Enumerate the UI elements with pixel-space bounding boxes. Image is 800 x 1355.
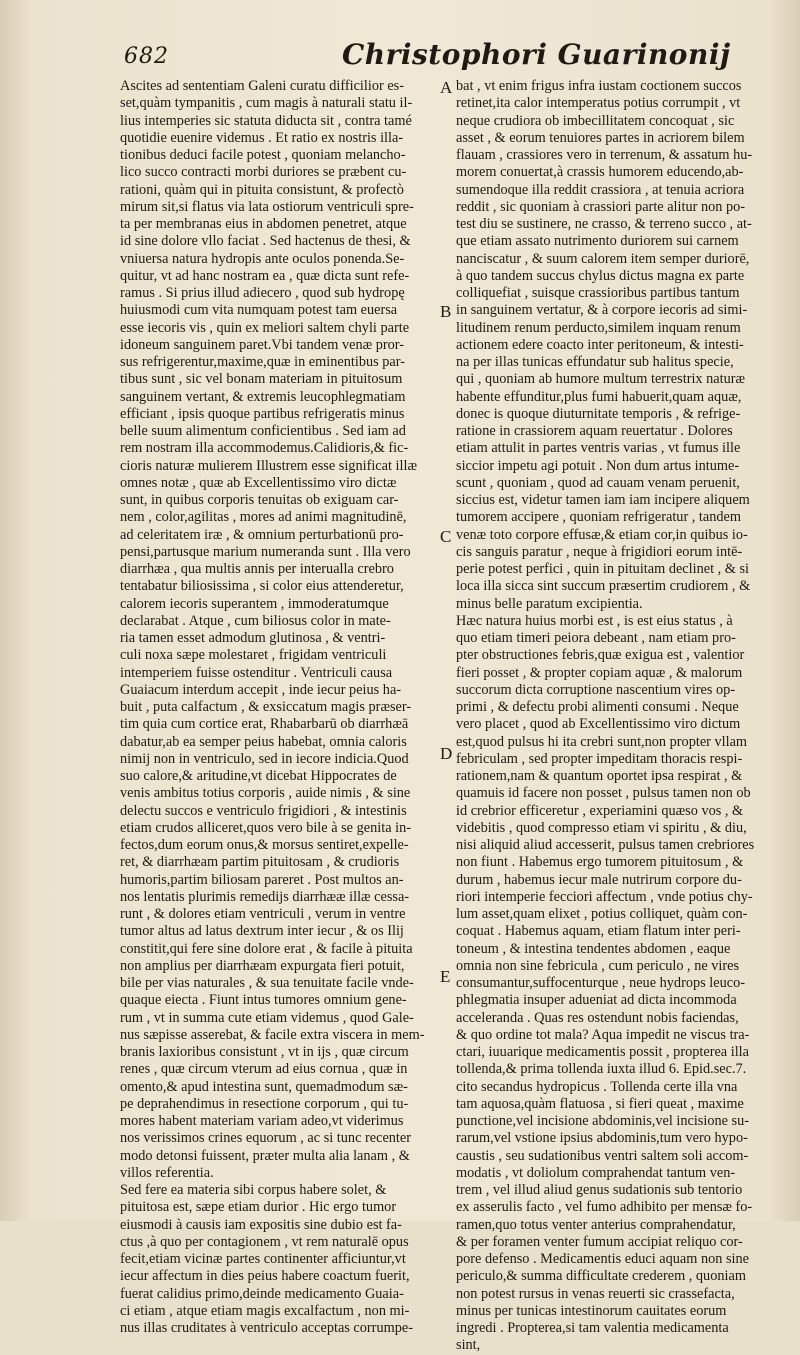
left-column-line: eiusmodi à causis iam expositis sine dubio est fa- — [120, 1216, 402, 1233]
left-column-line: rationi, quàm qui in pituita consistunt, & profectò — [120, 181, 404, 198]
left-column-line: nos verissimos crines equorum , ac si tunc recenter — [120, 1130, 412, 1147]
left-column-line: ret, & diarrhæam partim pituitosam , & crudioris — [120, 854, 400, 871]
left-column-line: iecur affectum in dies peius habere coactum fuerit, — [120, 1268, 410, 1285]
left-column-line: ad celeritatem iræ , & omnium perturbationū pro- — [120, 526, 404, 543]
left-column-line: Guaiacum interdum accepit , inde iecur peius ha- — [120, 681, 402, 698]
left-column-line: nos lentatis plurimis remedijs diarrhææ illæ cessa- — [120, 888, 410, 905]
right-column-line: vero placet , quod ab Excellentissimo viro dictum — [456, 716, 741, 733]
running-head: Christophori Guarinonij — [342, 38, 731, 71]
left-column-line: fecit,etiam vicinæ partes continenter afficiuntur,vt — [120, 1251, 406, 1267]
left-text-column — [120, 78, 436, 1337]
right-column-line: ratione in crassiorem aquam reuertatur . Dolores — [456, 423, 733, 439]
left-column-line: calorem iecoris superantem , immoderatumque — [120, 595, 389, 612]
right-column-line: coquat . Habemus aquam, etiam flatum inter peri- — [456, 923, 741, 940]
right-column-line: caustis , seu sudationibus ventri saltem soli accom- — [456, 1147, 749, 1164]
right-column-line: neque crudiora ob imbecillitatem concoquat , sic — [456, 112, 735, 129]
left-column-line: nem , color,agilitas , mores ad animi magnitudinē, — [120, 509, 407, 526]
right-column-line: quo etiam timeri peiora debeant , nam etiam pro- — [456, 630, 736, 646]
left-column-line: runt , & dolores etiam ventriculi , verum in ventre — [120, 906, 406, 922]
right-text-column — [456, 78, 788, 1355]
left-column-line: mores habent materiam variam adeo,vt viderimus — [120, 1113, 404, 1129]
right-column-line: videbitis , quod compresso etiam vi spiritu , & diu, — [456, 819, 747, 836]
right-column-line: ctari, iuuarique medicamentis possit , propterea illa — [456, 1044, 749, 1060]
left-column-line: rem nostram illa accommodemus.Calidioris,& fic- — [120, 440, 409, 457]
right-column-line: Hæc natura huius morbi est , is est eius status , à — [456, 612, 733, 629]
left-column-line: rum , vt in summa cute etiam videmus , quod Gale- — [120, 1009, 414, 1026]
right-column-line: non fiunt . Habemus ergo tumorem pituitosum , & — [456, 854, 744, 871]
right-column-line: reddit , sic quoniam à crassiori parte alitur non po- — [456, 198, 746, 215]
left-column-line: quotidie euenire videmus . Et ratio ex nostris illa- — [120, 129, 404, 146]
left-column-line: vniuersa natura hydropis ante oculos ponenda.Se- — [120, 250, 405, 267]
left-column-line: Ascites ad sententiam Galeni curatu difficilior es- — [120, 78, 404, 94]
right-column-line: morem conuertat,à crassis humorem educendo,ab- — [456, 164, 744, 181]
right-column-line: durum , habemus iecur male nutrirum corpore du- — [456, 871, 742, 888]
left-column-line: set,quàm tympanitis , cum magis à naturali statu il- — [120, 95, 413, 112]
left-column-line: nus illas cruditates à ventriculo acceptas corrumpe- — [120, 1320, 413, 1336]
right-column-line: tam aquosa,quàm flatuosa , si fieri queat , maxime — [456, 1095, 744, 1112]
left-column-line: huiusmodi cum vita numquam potest tam euersa — [120, 302, 398, 319]
left-column-line: tumor altus ad latus dextrum inter iecur , & os Ilij — [120, 923, 404, 940]
right-column-line: est,quod pulsus hi ita crebri sunt,non propter vllam — [456, 733, 748, 750]
right-column-line: sumendoque illa reddit crassiora , at tenuia acriora — [456, 181, 745, 198]
margin-marker-b: B — [440, 302, 452, 321]
right-column-line: cito secandus hydropicus . Tollenda certe illa vna — [456, 1078, 738, 1095]
left-column-line: culi noxa sæpe molestaret , frigidam ventriculi — [120, 647, 387, 664]
left-column-line: villos referentia. — [120, 1164, 214, 1181]
right-column-line: non potest rursus in venas reuerti sic crassefacta, — [456, 1285, 735, 1302]
left-column-line: declarabat . Atque , cum biliosus color in mate- — [120, 612, 391, 629]
right-column-line: qui , quoniam ab humore multum terrestrix naturæ — [456, 371, 746, 388]
left-column-line: sus refrigerentur,maxime,quæ in eminentibus par- — [120, 354, 406, 370]
right-column-line: siccior impetu agi potuit . Non dum artus intume- — [456, 457, 740, 474]
right-column-line: nanciscatur , & suum calorem item semper duriorē, — [456, 250, 750, 267]
left-column-line: fectos,dum eorum onus,& morsus sentiret,expelle- — [120, 837, 409, 853]
left-column-line: ctus ,à quo per contagionem , vt rem naturalē opus — [120, 1233, 409, 1250]
left-column-line: esse iecoris vis , quin ex meliori saltem chyli parte — [120, 319, 410, 336]
right-column-line: modatis , vt doliolum comprahendat tantum ven- — [456, 1164, 736, 1181]
left-column-line: ci etiam , atque etiam magis excalfactum , non mi- — [120, 1302, 410, 1319]
margin-marker-c: C — [440, 527, 452, 546]
right-column-line: cis sanguis paratur , neque à frigidiori eorum intē- — [456, 543, 743, 560]
right-column-line: loca illa sicca sint succum præsertim crudiorem , & — [456, 578, 751, 595]
right-column-line: nisi aliquid aliud accesserit, pulsus tamen crebriores — [456, 837, 755, 853]
right-column-line: à quo tandem succus chylus dictus magna ex parte — [456, 267, 745, 284]
right-column-line: trem , vel illud aliud genus sudationis sub tentorio — [456, 1182, 743, 1198]
right-column-line: consumantur,suffocenturque , neue hydrops leuco- — [456, 975, 745, 991]
left-column-line: pe deprahendimus in resectione corporum , qui tu- — [120, 1095, 409, 1112]
left-column-line: venis ambitus totius corporis , auide nimis , & sine — [120, 785, 411, 802]
right-column-line: succorum dicta corruptione nascentium vires op- — [456, 681, 736, 698]
left-column-line: bile per vias naturales , & sua tenuitate facile vnde- — [120, 975, 414, 991]
right-column-line: tumorem accipere , quoniam refrigeratur , tandem — [456, 509, 742, 526]
left-column-line: tionibus deduci facile potest , quoniam melancho- — [120, 147, 406, 163]
right-column-line: sint, — [456, 1337, 481, 1354]
left-column-line: diarrhæa , qua multis annis per interualla crebro — [120, 561, 394, 577]
right-column-line: & per foramen venter fumum accipiat reliquo cor- — [456, 1233, 743, 1250]
right-column-line: flauam , crassiores vero in terrenum, & assatum hu- — [456, 147, 753, 163]
left-column-line: ramus . Si prius illud adiecero , quod sub hydropę — [120, 285, 405, 301]
right-column-line: etiam attulit in partes ventris varias , vt fumus ille — [456, 440, 741, 457]
margin-marker-e: E — [440, 967, 451, 986]
left-column-line: omnes notæ , quæ ab Excellentissimo viro dictæ — [120, 474, 397, 491]
right-column-line: quamuis id facere non posset , pulsus tamen non ob — [456, 785, 751, 802]
right-column-line: donec is quoque diuturnitate temporis , & refrige- — [456, 405, 741, 422]
right-column-line: perie potest perfici , quin in pituitam declinet , & si — [456, 561, 750, 577]
left-column-line: ria tamen esset admodum glutinosa , & ventri- — [120, 630, 386, 646]
right-column-line: toneum , & intestina tendentes abdomen , eaque — [456, 940, 731, 957]
left-column-line: delectu succos e ventriculo frigidiori , & intestinis — [120, 802, 407, 819]
left-column-line: nus sæpisse asserebat, & facile extra viscera in mem- — [120, 1026, 425, 1043]
right-column-line: na per illas tunicas effundatur sub halitus specie, — [456, 354, 734, 370]
left-column-line: etiam crudos alliceret,quos vero bile à se genita in- — [120, 819, 411, 836]
right-column-line: siccius est, videtur tamen iam iam incipere aliquem — [456, 492, 750, 508]
left-column-line: pensi,partusque marium numeranda sunt . Illa vero — [120, 543, 411, 560]
right-column-line: tollenda,& prima tollenda iuxta illud 6. Epid.sec.7. — [456, 1061, 747, 1078]
right-column-line: pter obstructiones febris,quæ exigua est , valentior — [456, 647, 745, 664]
left-column-line: tibus sunt , sic vel bonam materiam in pituitosum — [120, 371, 403, 388]
right-column-line: pore defenso . Medicamentis educi aquam non sine — [456, 1251, 749, 1267]
right-column-line: omnia non sine febricula , cum periculo , ne vires — [456, 957, 740, 974]
left-column-line: belle suum alimentum conficientibus . Sed iam ad — [120, 423, 406, 439]
left-column-line: buit , puta calfactum , & exsiccatum magis præser- — [120, 699, 412, 715]
right-column-line: retinet,ita calor intemperatus potius corrumpit , vt — [456, 95, 741, 112]
margin-marker-d: D — [440, 744, 453, 763]
left-column-line: ta per membranas eius in abdomen penetret, atque — [120, 216, 407, 232]
right-column-line: test diu se sustinere, ne crasso, & terreno succo , at- — [456, 216, 752, 232]
left-column-line: pituitosa est, sæpe etiam durior . Hic ergo tumor — [120, 1199, 397, 1216]
left-column-line: intemperiem fuisse ostenditur . Ventriculi causa — [120, 664, 393, 681]
right-column-line: ex asserulis facto , vel fumo adhibito per mensæ fo- — [456, 1199, 753, 1216]
right-column-line: litudinem renum perducto,similem inquam renum — [456, 319, 741, 336]
right-column-line: que etiam assato nutrimento duriorem sui carnem — [456, 233, 739, 250]
right-column-line: venæ toto corpore effusæ,& etiam cor,in quibus io- — [456, 526, 748, 543]
right-column-line: id crebrior efficeretur , experiamini quæso vos , & — [456, 802, 744, 819]
right-column-line: periculo,& summa difficultate crederem , quoniam — [456, 1268, 746, 1285]
left-column-line: quitur, vt ad hanc nostram ea , quæ dicta sunt refe- — [120, 267, 410, 284]
left-column-line: quaque eiecta . Fiunt intus tumores omnium gene- — [120, 992, 407, 1009]
right-column-line: phlegmatia insuper adueniat ad dicta incommoda — [456, 992, 737, 1009]
left-column-line: non amplius per diarrhæam expurgata fieri potuit, — [120, 957, 405, 974]
right-column-line: punctione,vel incisione abdominis,vel incisione su- — [456, 1113, 750, 1129]
right-column-line: asset , & eorum tenuiores partes in acriorem bilem — [456, 129, 745, 146]
left-column-line: branis laxioribus consistunt , vt in ijs , quæ circum — [120, 1044, 409, 1060]
left-column-line: lico succo contracti morbi duriores se præbent cu- — [120, 164, 407, 181]
right-column-line: scunt , quoniam , quod ad cauam venam peruenit, — [456, 474, 740, 491]
right-column-line: actionem edere coacto inter peritoneum, & intesti- — [456, 336, 744, 353]
right-column-line: febriculam , sed propter impeditam thoracis respi- — [456, 750, 743, 767]
left-column-line: mirum sit,si flatus via lata ostiorum ventriculi spre- — [120, 198, 414, 215]
right-column-line: in sanguinem vertatur, & à corpore iecoris ad simi- — [456, 302, 748, 319]
left-column-line: omento,& apud intestina sunt, quemadmodum sæ- — [120, 1078, 408, 1095]
left-column-line: humoris,partim biliosam pareret . Post multos an- — [120, 871, 404, 888]
left-column-line: id sine dolore vllo faciat . Sed hactenus de thesi, & — [120, 233, 411, 250]
left-column-line: efficiant , ipsis quoque partibus refrigeratis minus — [120, 405, 405, 422]
right-column-line: rationem,nam & quantum oportet ipsa respirat , & — [456, 768, 743, 784]
margin-marker-a: A — [440, 78, 453, 97]
right-column-line: ingredi . Propterea,si tam valentia medicamenta — [456, 1320, 729, 1336]
left-column-line: fuerat calidius primo,deinde medicamento Guaia- — [120, 1285, 404, 1302]
left-column-line: sanguinem vertant, & extremis leucophlegmatiam — [120, 388, 406, 405]
right-column-line: habente effunditur,plus fumi habuerit,quam aquæ, — [456, 388, 742, 405]
right-column-line: rarum,vel vstione ipsius abdominis,tum vero hypo- — [456, 1130, 748, 1147]
left-column-line: renes , quæ circum vterum ad eius cornua , quæ in — [120, 1061, 408, 1078]
right-column-line: ramen,quo totus venter anterius comprahendatur, — [456, 1216, 736, 1233]
right-column-line: minus belle paratum excipientia. — [456, 595, 643, 612]
left-column-line: lius intemperies sic statuta diducta sit , contra tamé — [120, 112, 412, 129]
left-column-line: suo calore,& aritudine,vt dicebat Hippocrates de — [120, 768, 397, 784]
right-column-line: minus per tunicas intestinorum cauitates eorum — [456, 1302, 727, 1319]
right-column-line: lum asset,quam elixet , potius colliquet, quàm con- — [456, 906, 748, 922]
left-column-line: Sed fere ea materia sibi corpus habere solet, & — [120, 1182, 387, 1198]
left-column-line: nimij non in ventriculo, sed in iecore indicia.Quod — [120, 750, 409, 767]
right-column-line: fieri posset , & propter copiam aquæ , & malorum — [456, 664, 743, 681]
right-column-line: riori intemperie fecciori affectum , vnde potius chy- — [456, 888, 753, 905]
right-column-line: bat , vt enim frigus infra iustam coctionem succos — [456, 78, 742, 94]
left-column-line: dabatur,ab ea semper peius habebat, omnia caloris — [120, 733, 407, 750]
left-column-line: modo detonsi fuissent, præter multa alia lanam , & — [120, 1147, 410, 1164]
left-column-line: cioris naturæ mulierem Illustrem esse significat illæ — [120, 457, 417, 474]
right-column-line: & quo ordine tot mala? Aqua impedit ne viscus tra- — [456, 1026, 750, 1043]
left-column-line: constitit,qui fere sine dolore erat , & facile à pituita — [120, 940, 413, 957]
right-column-line: primi , & defectu probi alimenti consumi . Neque — [456, 699, 739, 715]
right-column-line: colliquefiat , suisque crassioribus partibus tantum — [456, 285, 740, 301]
page-number: 682 — [124, 44, 169, 69]
left-column-line: tim quia cum cortice erat, Rhabarbarū ob diarrhæā — [120, 716, 409, 733]
left-column-line: tentabatur biliosissima , si color eius attenderetur, — [120, 578, 404, 595]
right-column-line: acceleranda . Quas res ostendunt nobis faciendas, — [456, 1009, 739, 1026]
left-column-line: sunt, in quibus corporis tenuitas ob exiguam car- — [120, 492, 399, 508]
left-column-line: idoneum sanguinem paret.Vbi tandem venæ pror- — [120, 336, 404, 353]
